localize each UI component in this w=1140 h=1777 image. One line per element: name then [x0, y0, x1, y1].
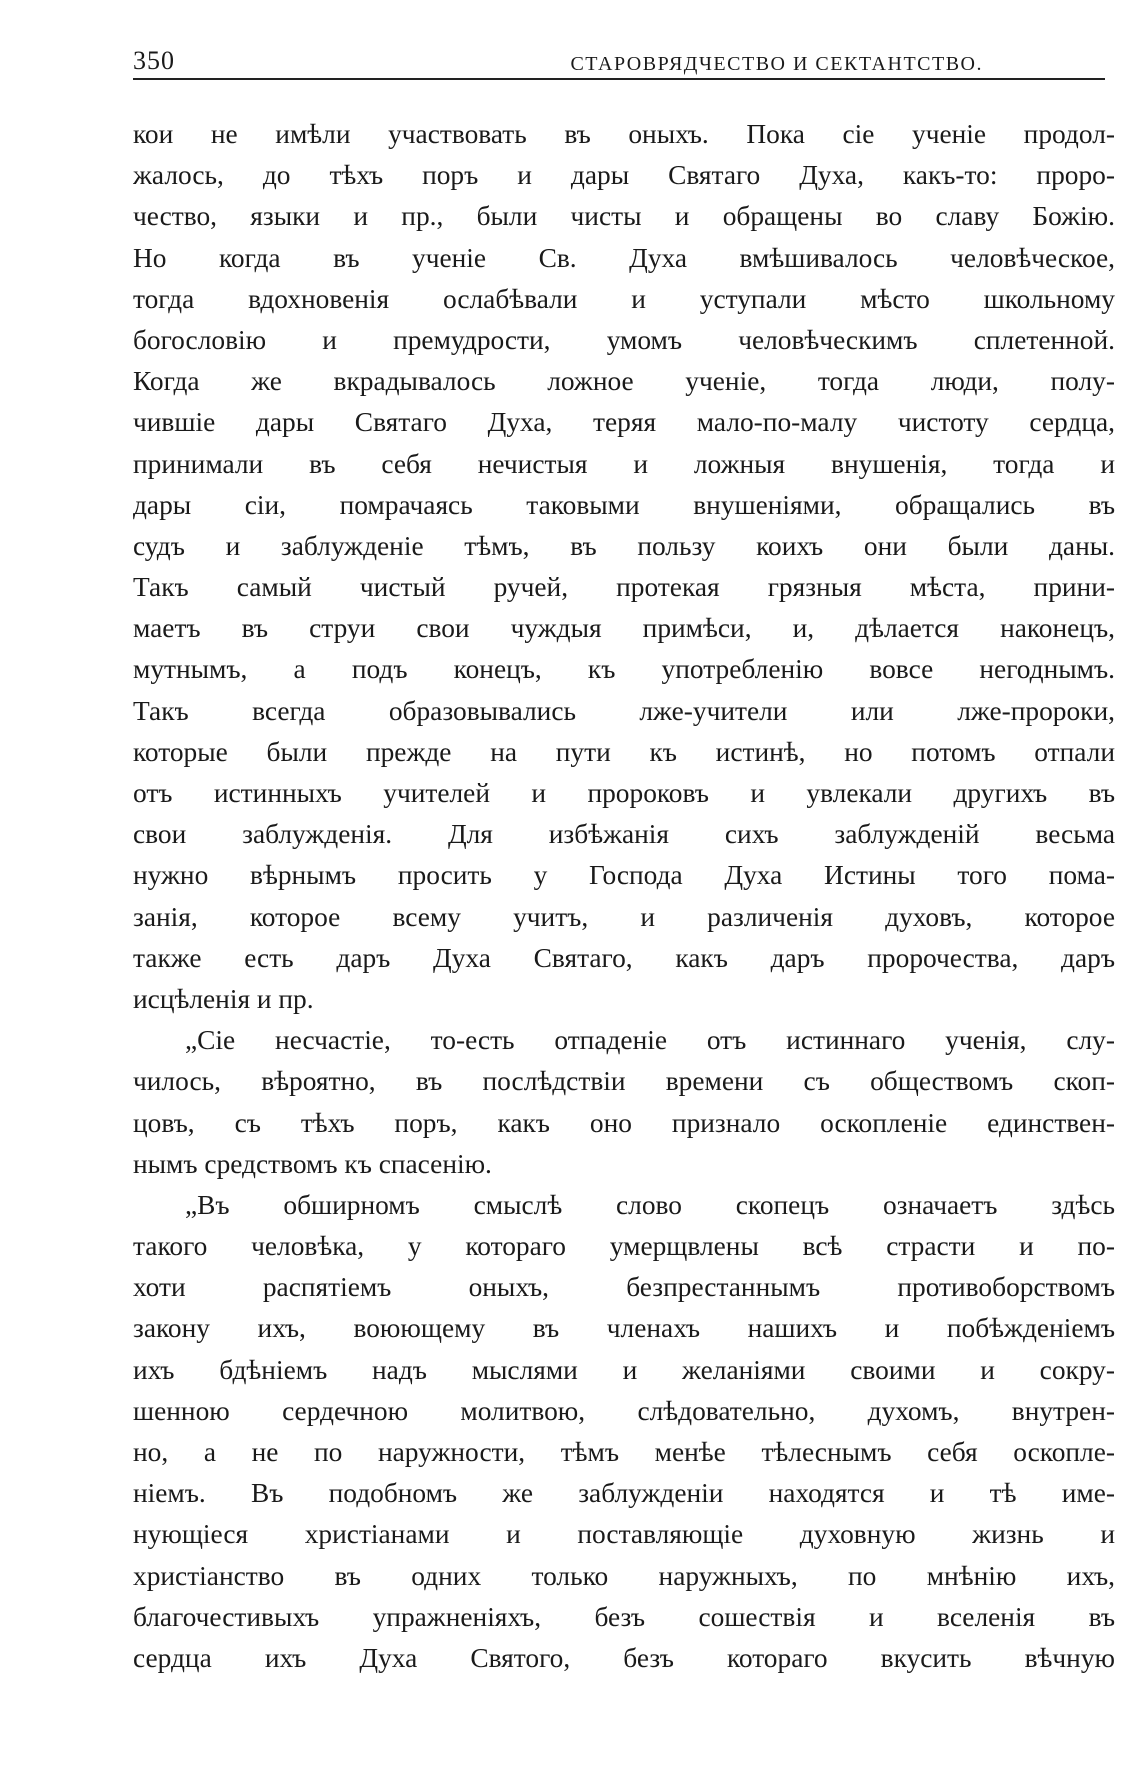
text-line: но, а не по наружности, тѣмъ менѣе тѣлеснымъ себя оскопле-	[133, 1437, 1115, 1467]
text-line: свои заблужденія. Для избѣжанія сихъ заблужденій весьма	[133, 819, 1115, 850]
text-line: маетъ въ струи свои чуждыя примѣси, и, дѣлается наконецъ,	[133, 613, 1115, 644]
text-line: Такъ всегда образовывались лже-учители или лже-пророки,	[133, 695, 1115, 726]
text-line: жалось, до тѣхъ поръ и дары Святаго Духа, какъ-то: проро-	[133, 160, 1115, 191]
text-line: занія, которое всему учитъ, и различенія духовъ, которое	[133, 901, 1115, 932]
text-line: дары сіи, помрачаясь таковыми внушеніями, обращались въ	[133, 489, 1115, 520]
text-line: ніемъ. Въ подобномъ же заблужденіи находятся и тѣ име-	[133, 1478, 1115, 1509]
text-line: Но когда въ ученіе Св. Духа вмѣшивалось человѣческое,	[133, 242, 1115, 273]
text-line: чество, языки и пр., были чисты и обращены во славу Божію.	[133, 201, 1115, 232]
text-line: отъ истинныхъ учителей и пророковъ и увлекали другихъ въ	[133, 778, 1115, 808]
text-line: Такъ самый чистый ручей, протекая грязныя мѣста, прини-	[133, 572, 1115, 603]
text-line: мутнымъ, а подъ конецъ, къ употребленію вовсе негоднымъ.	[133, 654, 1115, 685]
running-title: СТАРОВРЯДЧЕСТВО И СЕКТАНТСТВО.	[570, 53, 983, 75]
text-line: сердца ихъ Духа Святого, безъ котораго вкусить вѣчную	[133, 1642, 1115, 1673]
page-number: 350	[133, 46, 175, 75]
text-line: благочестивыхъ упражненіяхъ, безъ сошествія и вселенія въ	[133, 1601, 1115, 1632]
text-line: нымъ средствомъ къ спасенію.	[133, 1148, 492, 1179]
text-line: хоти распятіемъ оныхъ, безпрестаннымъ противоборствомъ	[133, 1272, 1115, 1303]
text-line: судъ и заблужденіе тѣмъ, въ пользу коихъ они были даны.	[133, 530, 1115, 561]
text-line: принимали въ себя нечистыя и ложныя внушенія, тогда и	[133, 448, 1115, 479]
text-line: нующіеся христіанами и поставляющіе духовную жизнь и	[133, 1519, 1115, 1550]
text-line: ихъ бдѣніемъ надъ мыслями и желаніями своими и сокру-	[133, 1354, 1115, 1385]
text-line: также есть даръ Духа Святаго, какъ даръ пророчества, даръ	[133, 942, 1115, 973]
text-line: чившіе дары Святаго Духа, теряя мало-по-малу чистоту сердца,	[133, 407, 1115, 438]
text-line: Когда же вкрадывалось ложное ученіе, тогда люди, полу-	[133, 366, 1115, 397]
text-line: закону ихъ, воюющему въ членахъ нашихъ и побѣжденіемъ	[133, 1313, 1115, 1344]
header-rule	[133, 78, 1105, 80]
text-line: христіанство въ одних только наружныхъ, по мнѣнію ихъ,	[133, 1560, 1115, 1591]
text-line: чилось, вѣроятно, въ послѣдствіи времени съ обществомъ скоп-	[133, 1066, 1115, 1097]
text-line: „Сіе несчастіе, то-есть отпаденіе отъ истиннаго ученія, слу-	[185, 1025, 1115, 1056]
text-line: шенною сердечною молитвою, слѣдовательно, духомъ, внутрен-	[133, 1395, 1115, 1426]
text-line: „Въ обширномъ смыслѣ слово скопецъ означаетъ здѣсь	[185, 1189, 1115, 1220]
text-line: нужно вѣрнымъ просить у Господа Духа Истины того пома-	[133, 860, 1115, 891]
text-line: цовъ, съ тѣхъ поръ, какъ оно признало оскопленіе единствен-	[133, 1107, 1115, 1138]
text-line: тогда вдохновенія ослабѣвали и уступали мѣсто школьному	[133, 283, 1115, 314]
text-line: которые были прежде на пути къ истинѣ, но потомъ отпали	[133, 736, 1115, 767]
text-line: богословію и премудрости, умомъ человѣческимъ сплетенной.	[133, 324, 1115, 355]
body-text	[133, 114, 1115, 1679]
text-line: такого человѣка, у котораго умерщвлены всѣ страсти и по-	[133, 1231, 1115, 1262]
text-line: исцѣленія и пр.	[133, 983, 314, 1014]
text-line: кои не имѣли участвовать въ оныхъ. Пока сіе ученіе продол-	[133, 119, 1115, 149]
running-header	[133, 36, 1105, 76]
